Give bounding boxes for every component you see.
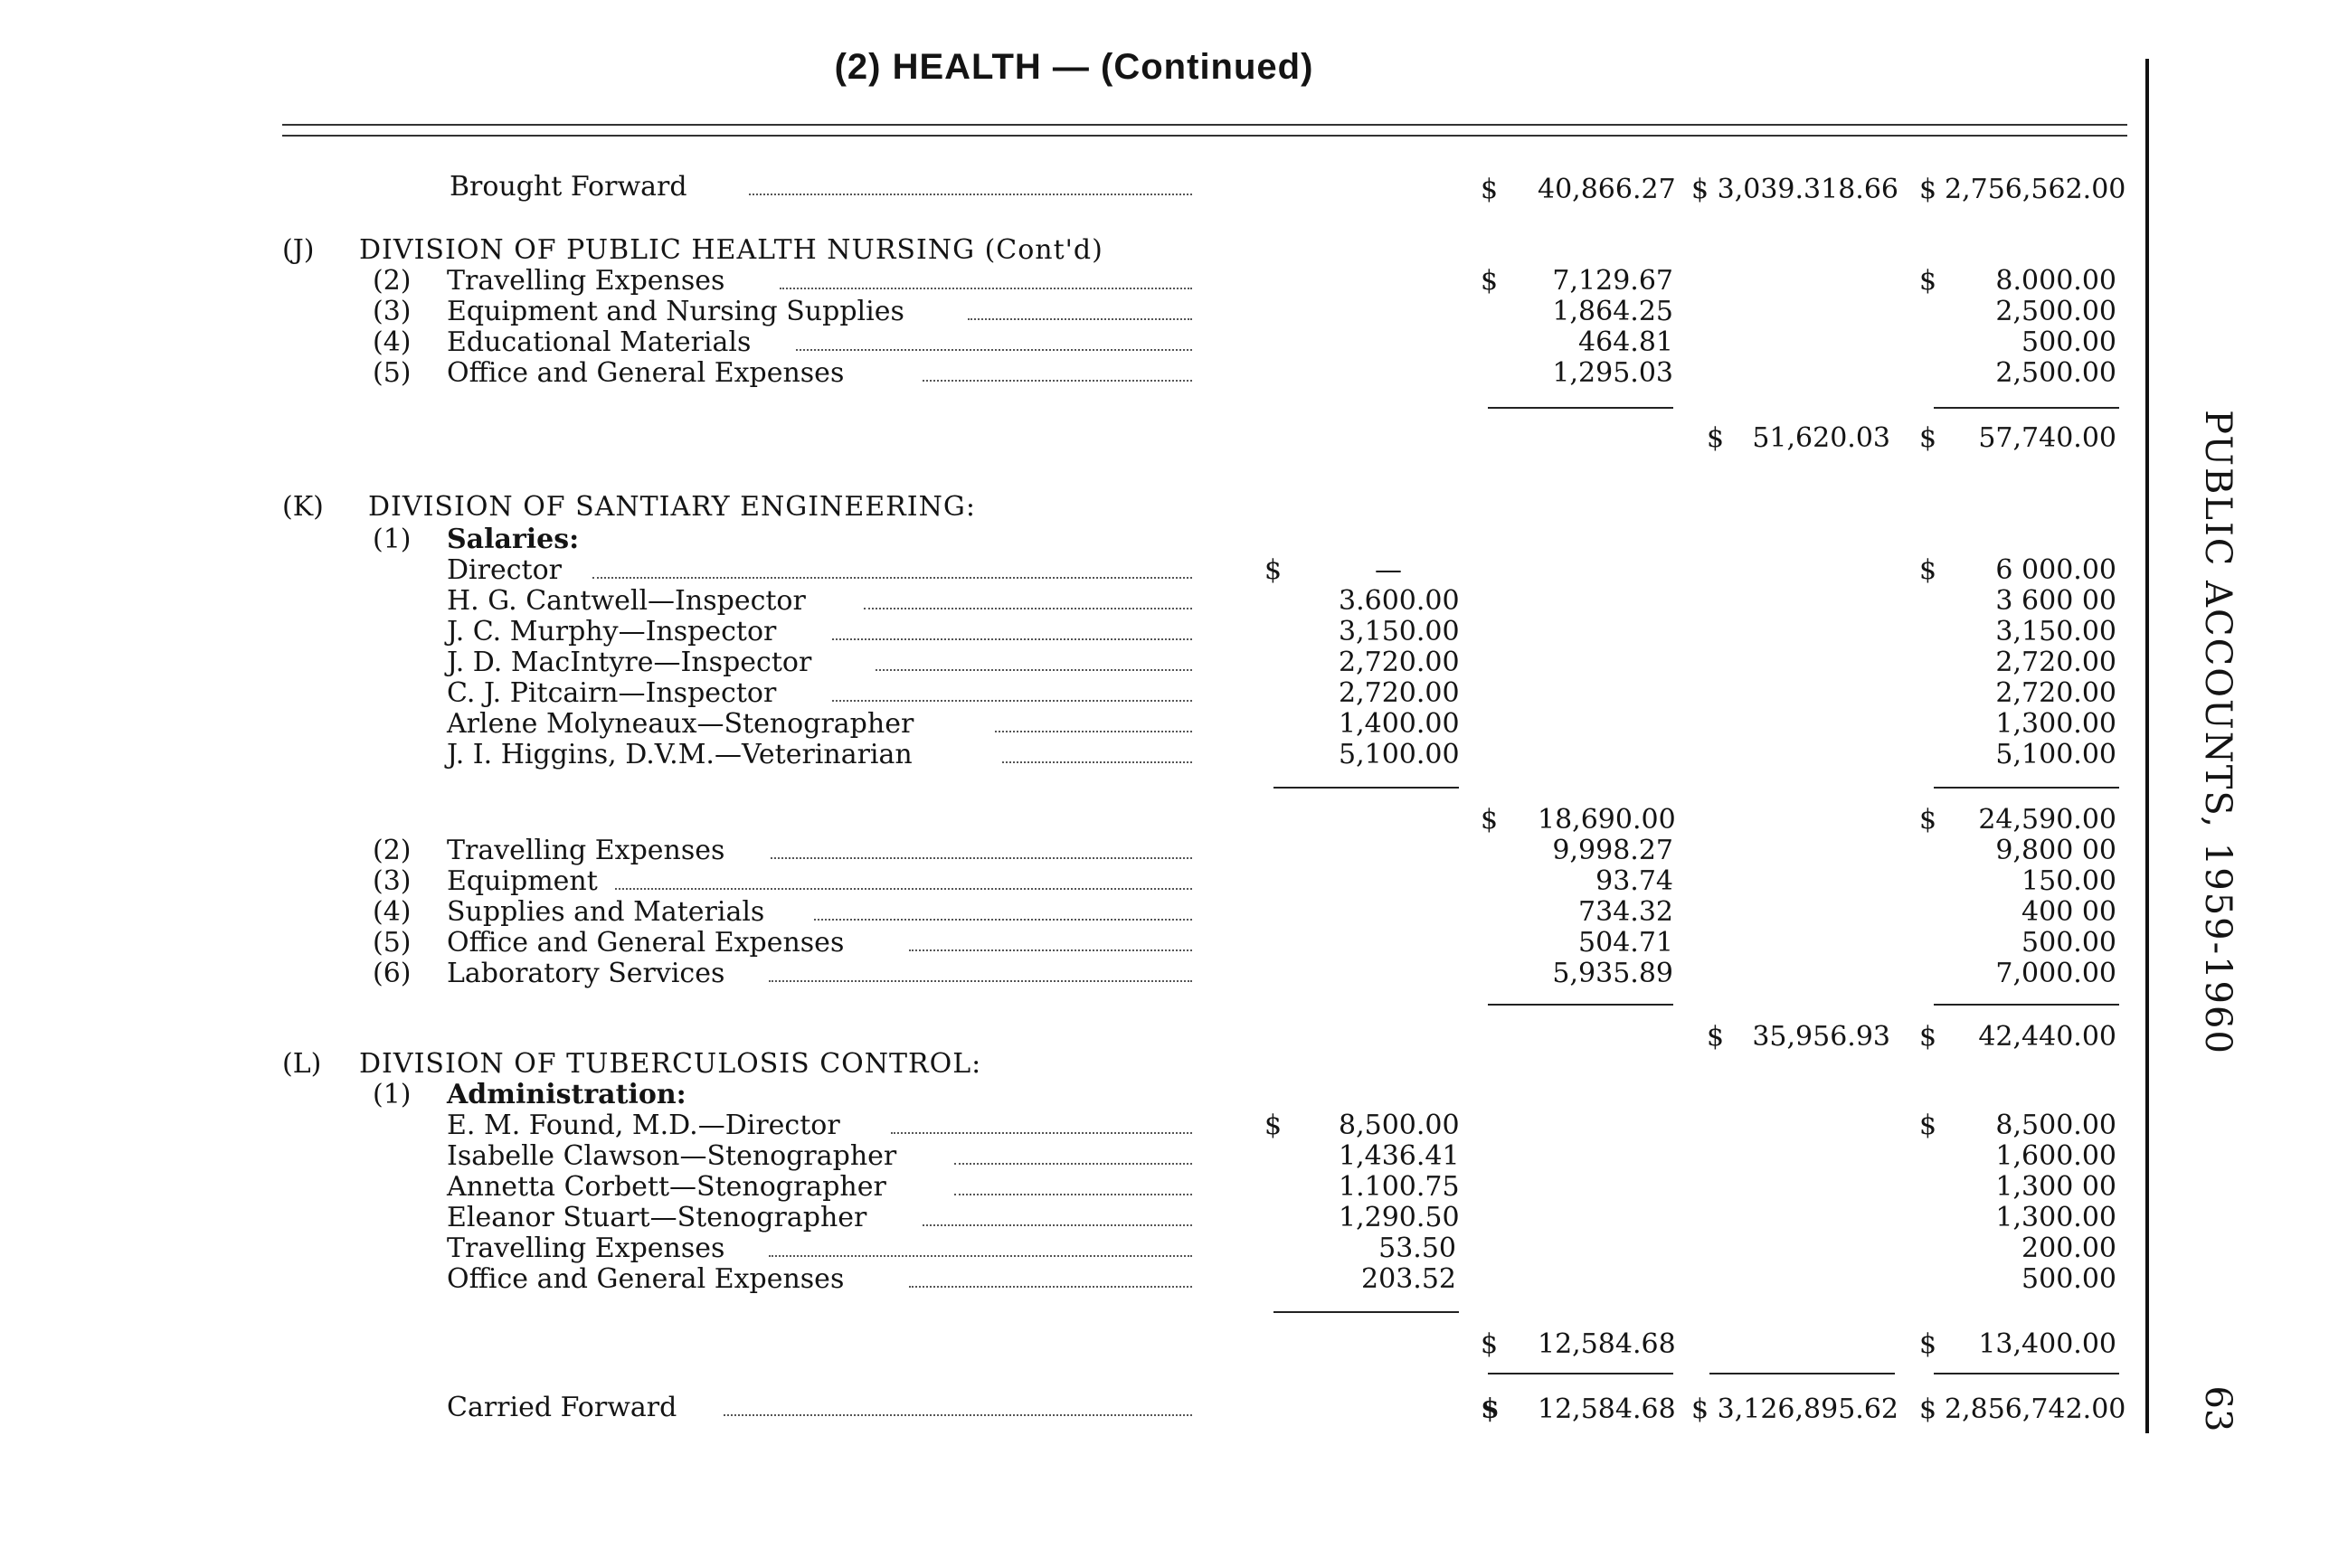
salary-estimate: 5,100.00 [1995,739,2116,770]
carried-forward-value-3: 2,856,742.00 [1945,1393,2126,1425]
salary-estimate: 6 000.00 [1995,554,2116,586]
division-j-letter: (J) [282,234,315,266]
item-number: (2) [373,265,412,297]
salary-amount: 1,290.50 [1339,1202,1460,1233]
leader-dots [1002,761,1192,763]
actual-value: 1,864.25 [1552,296,1673,327]
item-label: Educational Materials [447,326,752,358]
total-rule [1934,1373,2119,1374]
header-rule-bottom [282,135,2127,137]
division-l-title: DIVISION OF TUBERCULOSIS CONTROL: [359,1048,982,1080]
staff-name: Office and General Expenses [447,1263,845,1295]
subtotal-rule [1488,407,1673,409]
leader-dots [864,608,1192,609]
leader-dots [954,1194,1192,1195]
leader-dots [995,731,1192,732]
item-number: (4) [373,326,412,358]
salary-estimate: 200.00 [2021,1233,2116,1264]
dollar-sign: $ [1919,265,1937,297]
carried-forward-value-1: 12,584.68 [1538,1393,1676,1425]
running-head-text: PUBLIC ACCOUNTS, 1959-1960 [2197,410,2239,1055]
item-label: Supplies and Materials [447,896,765,928]
staff-name: Arlene Molyneaux—Stenographer [447,708,914,740]
staff-name: E. M. Found, M.D.—Director [447,1110,840,1141]
salary-amount: 53.50 [1378,1233,1456,1264]
leader-dots [615,888,1192,890]
page-title: (2) HEALTH — (Continued) [834,47,1314,87]
salary-estimate: 500.00 [2021,1263,2116,1295]
item-number: (5) [373,357,412,389]
item-number: (3) [373,865,412,897]
division-j-title: DIVISION OF PUBLIC HEALTH NURSING (Cont'd) [359,234,1103,266]
estimate-value: 2,500.00 [1995,357,2116,389]
page-number [2191,1382,2245,1436]
division-j-total: 51,620.03 [1752,422,1890,454]
actual-value: 9,998.27 [1552,835,1673,866]
subtotal-rule [1934,407,2119,409]
leader-dots [968,318,1192,320]
item-label: Travelling Expenses [447,835,725,866]
dollar-sign: $ [1481,1328,1499,1360]
leader-dots [769,980,1192,982]
leader-dots [876,669,1192,671]
carried-forward-dollar-3: $ [1919,1393,1937,1425]
leader-dots [923,1224,1192,1226]
salary-amount: 1,400.00 [1339,708,1460,740]
staff-name: Director [447,554,563,586]
leader-dots [769,1255,1192,1257]
leader-dots [832,700,1192,702]
division-k-total: 35,956.93 [1752,1021,1890,1053]
staff-name: Isabelle Clawson—Stenographer [447,1140,897,1172]
salary-estimate: 1,300.00 [1995,1202,2116,1233]
salary-amount: 3,150.00 [1339,616,1460,647]
salary-estimate: 2,720.00 [1995,647,2116,678]
staff-name: C. J. Pitcairn—Inspector [447,677,777,709]
administration-estimate-subtotal: 13,400.00 [1978,1328,2116,1360]
staff-name: Travelling Expenses [447,1233,725,1264]
total-rule [1709,1373,1895,1374]
leader-dots [832,638,1192,640]
subtotal-rule [1273,787,1459,789]
salary-estimate: 3 600 00 [1995,585,2116,617]
leader-dots [891,1132,1192,1134]
leader-dots [592,577,1192,579]
division-k-title: DIVISION OF SANTIARY ENGINEERING: [368,491,976,523]
administration-subtotal: 12,584.68 [1538,1328,1676,1360]
division-k-letter: (K) [282,491,324,523]
dollar-sign: $ [1919,1328,1937,1360]
actual-value: 1,295.03 [1552,357,1673,389]
item-number: (6) [373,958,412,989]
actual-value: 7,129.67 [1552,265,1673,297]
page-number-text: 63 [2197,1385,2239,1432]
staff-name: J. I. Higgins, D.V.M.—Veterinarian [447,739,913,770]
actual-value: 464.81 [1578,326,1673,358]
leader-dots [724,1414,1192,1416]
subtotal-rule [1934,787,2119,789]
leader-dots [954,1163,1192,1165]
brought-forward-dollar-1: $ [1481,174,1499,205]
dollar-sign: $ [1919,1021,1937,1053]
salary-estimate: 1,600.00 [1995,1140,2116,1172]
subtotal-rule [1273,1311,1459,1313]
carried-forward-dollar-1: $ [1481,1393,1500,1425]
brought-forward-value-3: 2,756,562.00 [1945,174,2126,205]
running-head [2191,411,2245,1053]
carried-forward-label: Carried Forward [447,1392,677,1423]
subtotal-rule [1934,1004,2119,1006]
salary-amount: 5,100.00 [1339,739,1460,770]
leader-dots [796,349,1192,351]
carried-forward-value-2: $ 3,126,895.62 [1691,1393,1899,1425]
estimate-value: 8.000.00 [1995,265,2116,297]
salary-estimate: 1,300 00 [1995,1171,2116,1203]
dollar-sign: $ [1919,422,1937,454]
item-label: Travelling Expenses [447,265,725,297]
staff-name: Annetta Corbett—Stenographer [447,1171,886,1203]
salary-amount: 2,720.00 [1339,677,1460,709]
brought-forward-label: Brought Forward [450,171,687,203]
staff-name: J. D. MacIntyre—Inspector [447,647,812,678]
brought-forward-value-2: $ 3,039.318.66 [1691,174,1899,205]
salary-estimate: 8,500.00 [1995,1110,2116,1141]
salaries-heading: Salaries: [447,524,580,555]
division-k-estimate-total: 42,440.00 [1978,1021,2116,1053]
estimate-value: 2,500.00 [1995,296,2116,327]
salary-amount: 3.600.00 [1339,585,1460,617]
actual-value: 93.74 [1595,865,1673,897]
dollar-sign: $ [1707,1021,1725,1053]
staff-name: Eleanor Stuart—Stenographer [447,1202,867,1233]
margin-rule [2145,59,2149,1433]
dollar-sign: $ [1264,1110,1283,1141]
item-label: Office and General Expenses [447,927,845,959]
item-number: (1) [373,1079,412,1110]
leader-dots [780,288,1192,289]
actual-value: 5,935.89 [1552,958,1673,989]
item-label: Office and General Expenses [447,357,845,389]
division-l-letter: (L) [282,1048,322,1080]
salary-amount: 2,720.00 [1339,647,1460,678]
salary-amount: 1.100.75 [1339,1171,1460,1203]
administration-heading: Administration: [447,1079,686,1110]
dollar-sign: $ [1264,554,1283,586]
salary-amount: — [1375,554,1402,586]
brought-forward-dollar-3: $ [1919,174,1937,205]
estimate-value: 500.00 [2021,326,2116,358]
dollar-sign: $ [1919,804,1937,836]
total-rule [1488,1373,1673,1374]
salary-amount: 203.52 [1361,1263,1456,1295]
dollar-sign: $ [1919,554,1937,586]
leader-dots [749,194,1192,195]
estimate-value: 150.00 [2021,865,2116,897]
dollar-sign: $ [1919,1110,1937,1141]
salary-estimate: 3,150.00 [1995,616,2116,647]
salary-estimate: 1,300.00 [1995,708,2116,740]
leader-dots [771,857,1192,859]
estimate-value: 400 00 [2021,896,2116,928]
estimate-value: 7,000.00 [1995,958,2116,989]
estimate-value: 500.00 [2021,927,2116,959]
salaries-subtotal: 18,690.00 [1538,804,1676,836]
item-number: (1) [373,524,412,555]
subtotal-rule [1488,1004,1673,1006]
brought-forward-value-1: 40,866.27 [1538,174,1676,205]
leader-dots [814,919,1192,921]
staff-name: J. C. Murphy—Inspector [447,616,777,647]
leader-dots [923,380,1192,382]
salary-amount: 1,436.41 [1339,1140,1460,1172]
salaries-estimate-subtotal: 24,590.00 [1978,804,2116,836]
dollar-sign: $ [1481,804,1499,836]
actual-value: 734.32 [1578,896,1673,928]
division-j-estimate-total: 57,740.00 [1978,422,2116,454]
item-label: Equipment [447,865,598,897]
item-number: (4) [373,896,412,928]
dollar-sign: $ [1481,265,1499,297]
item-number: (3) [373,296,412,327]
item-number: (2) [373,835,412,866]
header-rule-top [282,124,2127,126]
actual-value: 504.71 [1578,927,1673,959]
salary-amount: 8,500.00 [1339,1110,1460,1141]
item-label: Laboratory Services [447,958,725,989]
leader-dots [909,1286,1192,1288]
leader-dots [909,949,1192,951]
item-label: Equipment and Nursing Supplies [447,296,904,327]
estimate-value: 9,800 00 [1995,835,2116,866]
staff-name: H. G. Cantwell—Inspector [447,585,806,617]
item-number: (5) [373,927,412,959]
salary-estimate: 2,720.00 [1995,677,2116,709]
dollar-sign: $ [1707,422,1725,454]
